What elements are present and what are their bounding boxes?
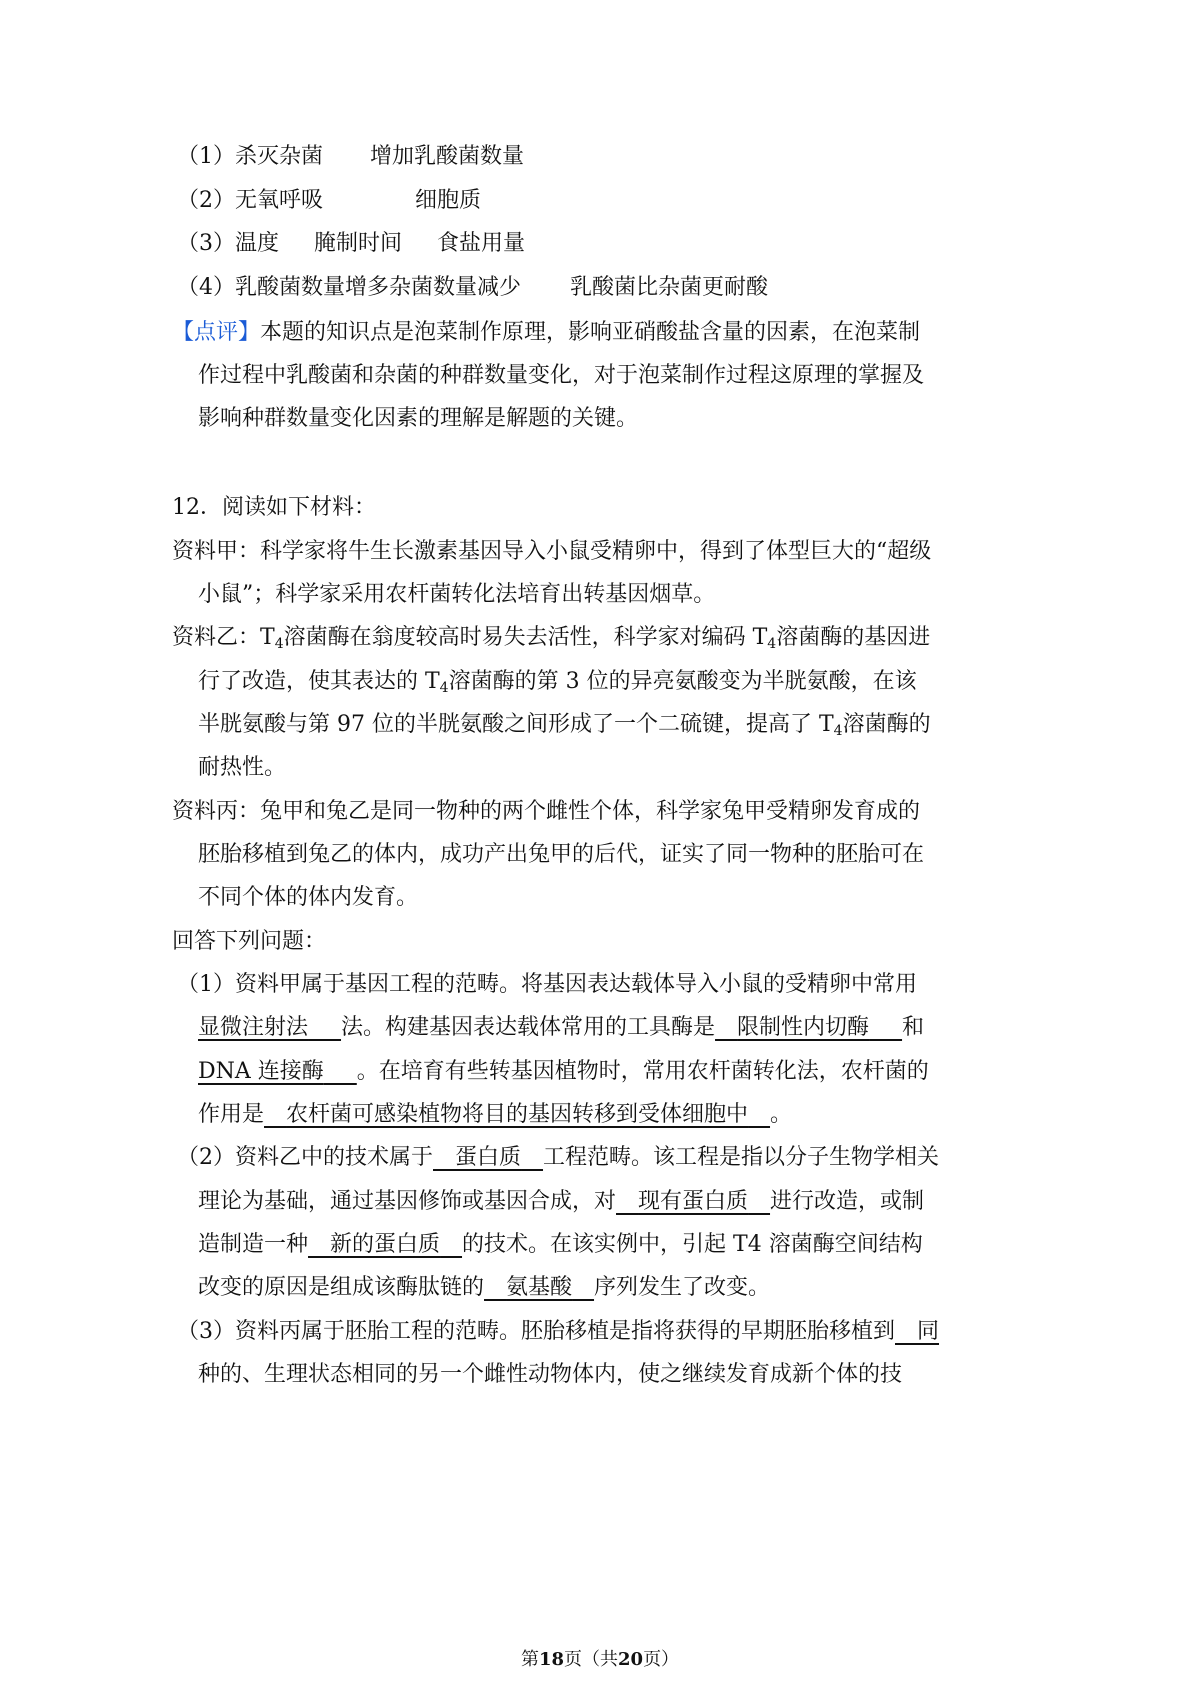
text-part: 工程范畴。该工程是指以分子生物学相关 bbox=[543, 1145, 940, 1170]
material-bing-line-3: 不同个体的体内发育。 bbox=[198, 885, 419, 910]
material-yi-line-4: 耐热性。 bbox=[198, 755, 287, 780]
blank-padding bbox=[572, 1275, 594, 1300]
question-prompt: 回答下列问题： bbox=[172, 929, 327, 954]
material-bing-line-2: 胚胎移植到兔乙的体内，成功产出兔甲的后代，证实了同一物种的胚胎可在 bbox=[198, 842, 925, 867]
text-part: （3）资料丙属于胚胎工程的范畴。胚胎移植是指将获得的早期胚胎移植到 bbox=[177, 1319, 895, 1344]
answer-part: 温度 bbox=[235, 231, 280, 256]
material-bing-line-1: 资料丙：兔甲和兔乙是同一物种的两个雌性个体，科学家兔甲受精卵发育成的 bbox=[172, 799, 921, 824]
answer-part: 增加乳酸菌数量 bbox=[370, 144, 525, 169]
part-2-line-3 bbox=[198, 1230, 923, 1260]
text-part: 改变的原因是组成该酶肽链的 bbox=[198, 1275, 485, 1300]
part-1-line-1: （1）资料甲属于基因工程的范畴。将基因表达载体导入小鼠的受精卵中常用 bbox=[177, 972, 917, 997]
blank-padding bbox=[264, 1102, 286, 1127]
answer-part: 杀灭杂菌 bbox=[235, 144, 324, 169]
answer-part: 细胞质 bbox=[415, 188, 482, 213]
blank-padding bbox=[484, 1275, 506, 1300]
blank-padding bbox=[616, 1189, 638, 1214]
subscript: 4 bbox=[274, 636, 284, 652]
comment-line-2: 作过程中乳酸菌和杂菌的种群数量变化，对于泡菜制作过程这原理的掌握及 bbox=[198, 363, 925, 388]
part-1-line-3 bbox=[198, 1057, 929, 1087]
text-part: 法。构建基因表达载体常用的工具酶是 bbox=[341, 1015, 716, 1040]
answer-blank: 新的蛋白质 bbox=[330, 1232, 441, 1257]
answer-line-3 bbox=[177, 229, 279, 259]
part-2-line-2 bbox=[198, 1187, 924, 1217]
subscript: 4 bbox=[767, 636, 777, 652]
blank-padding bbox=[895, 1319, 917, 1344]
blank-padding bbox=[308, 1232, 330, 1257]
material-yi-line-1 bbox=[172, 623, 930, 653]
answer-part: 腌制时间 bbox=[314, 231, 403, 256]
footer-text: 页（共 bbox=[564, 1649, 618, 1670]
part-2-line-1 bbox=[177, 1143, 939, 1173]
text-part: 溶菌酶的 bbox=[842, 712, 931, 737]
answer-blank: 氨基酸 bbox=[506, 1275, 573, 1300]
blank-padding bbox=[521, 1145, 543, 1170]
blank-padding bbox=[715, 1015, 737, 1040]
answer-line-1 bbox=[177, 142, 323, 172]
text-part: 和 bbox=[902, 1015, 925, 1040]
text-part: 资料乙：T bbox=[172, 625, 275, 650]
text-part: 理论为基础，通过基因修饰或基因合成，对 bbox=[198, 1189, 617, 1214]
total-pages: 20 bbox=[618, 1649, 644, 1670]
material-yi-line-2 bbox=[198, 667, 917, 697]
comment-line-3: 影响种群数量变化因素的理解是解题的关键。 bbox=[198, 406, 639, 431]
answer-number: （1） bbox=[177, 144, 235, 169]
answer-part: 乳酸菌比杂菌更耐酸 bbox=[570, 275, 769, 300]
answer-number: （2） bbox=[177, 188, 235, 213]
text-part: 进行改造，或制 bbox=[770, 1189, 925, 1214]
answer-blank: 农杆菌可感染植物将目的基因转移到受体细胞中 bbox=[286, 1102, 749, 1127]
comment-text: 本题的知识点是泡菜制作原理，影响亚硝酸盐含量的因素，在泡菜制 bbox=[260, 320, 921, 345]
material-jia-line-2: 小鼠”；科学家采用农杆菌转化法培育出转基因烟草。 bbox=[198, 582, 716, 607]
text-part: 造制造一种 bbox=[198, 1232, 309, 1257]
part-1-line-2 bbox=[198, 1013, 924, 1043]
text-part: 溶菌酶的基因进 bbox=[776, 625, 931, 650]
blank-padding bbox=[308, 1015, 341, 1040]
footer-text: 第 bbox=[520, 1649, 539, 1670]
answer-number: （3） bbox=[177, 231, 235, 256]
answer-part: 乳酸菌数量增多杂菌数量减少 bbox=[235, 275, 522, 300]
part-3-line-2: 种的、生理状态相同的另一个雌性动物体内，使之继续发育成新个体的技 bbox=[198, 1362, 903, 1387]
footer-text: 页） bbox=[643, 1649, 680, 1670]
answer-blank: 现有蛋白质 bbox=[638, 1189, 749, 1214]
comment-tag: 【点评】 bbox=[172, 320, 261, 345]
text-part: （2）资料乙中的技术属于 bbox=[177, 1145, 433, 1170]
page-footer bbox=[0, 1645, 1200, 1671]
blank-padding bbox=[324, 1059, 357, 1084]
answer-blank: DNA 连接酶 bbox=[198, 1059, 324, 1084]
answer-line-4 bbox=[177, 273, 521, 303]
text-part: 的技术。在该实例中，引起 T4 溶菌酶空间结构 bbox=[462, 1232, 923, 1257]
text-part: 作用是 bbox=[198, 1102, 265, 1127]
answer-part: 食盐用量 bbox=[437, 231, 526, 256]
blank-padding bbox=[433, 1145, 455, 1170]
answer-blank: 蛋白质 bbox=[455, 1145, 522, 1170]
answer-blank: 显微注射法 bbox=[198, 1015, 309, 1040]
answer-number: （4） bbox=[177, 275, 235, 300]
blank-padding bbox=[440, 1232, 462, 1257]
answer-part: 无氧呼吸 bbox=[235, 188, 324, 213]
text-part: 行了改造，使其表达的 T bbox=[198, 669, 440, 694]
blank-padding bbox=[869, 1015, 902, 1040]
material-jia-line-1: 资料甲：科学家将牛生长激素基因导入小鼠受精卵中，得到了体型巨大的“超级 bbox=[172, 539, 932, 564]
text-part: 溶菌酶的第 3 位的异亮氨酸变为半胱氨酸，在该 bbox=[448, 669, 917, 694]
part-1-line-4 bbox=[198, 1100, 792, 1130]
subscript: 4 bbox=[833, 723, 843, 739]
blank-padding bbox=[748, 1102, 770, 1127]
subscript: 4 bbox=[439, 680, 449, 696]
answer-blank: 同 bbox=[917, 1319, 940, 1344]
blank-padding bbox=[748, 1189, 770, 1214]
comment-line-1 bbox=[172, 318, 920, 348]
text-part: 。在培育有些转基因植物时，常用农杆菌转化法，农杆菌的 bbox=[356, 1059, 929, 1084]
text-part: 。 bbox=[770, 1102, 793, 1127]
text-part: 半胱氨酸与第 97 位的半胱氨酸之间形成了一个二硫键，提高了 T bbox=[198, 712, 834, 737]
part-2-line-4 bbox=[198, 1273, 770, 1303]
page-number: 18 bbox=[538, 1649, 564, 1670]
answer-line-2 bbox=[177, 186, 323, 216]
answer-blank: 限制性内切酶 bbox=[737, 1015, 870, 1040]
part-3-line-1 bbox=[177, 1317, 939, 1347]
material-yi-line-3 bbox=[198, 710, 931, 740]
text-part: 序列发生了改变。 bbox=[594, 1275, 771, 1300]
question-title: 12．阅读如下材料： bbox=[172, 495, 376, 520]
text-part: 溶菌酶在翁度较高时易失去活性，科学家对编码 T bbox=[283, 625, 768, 650]
